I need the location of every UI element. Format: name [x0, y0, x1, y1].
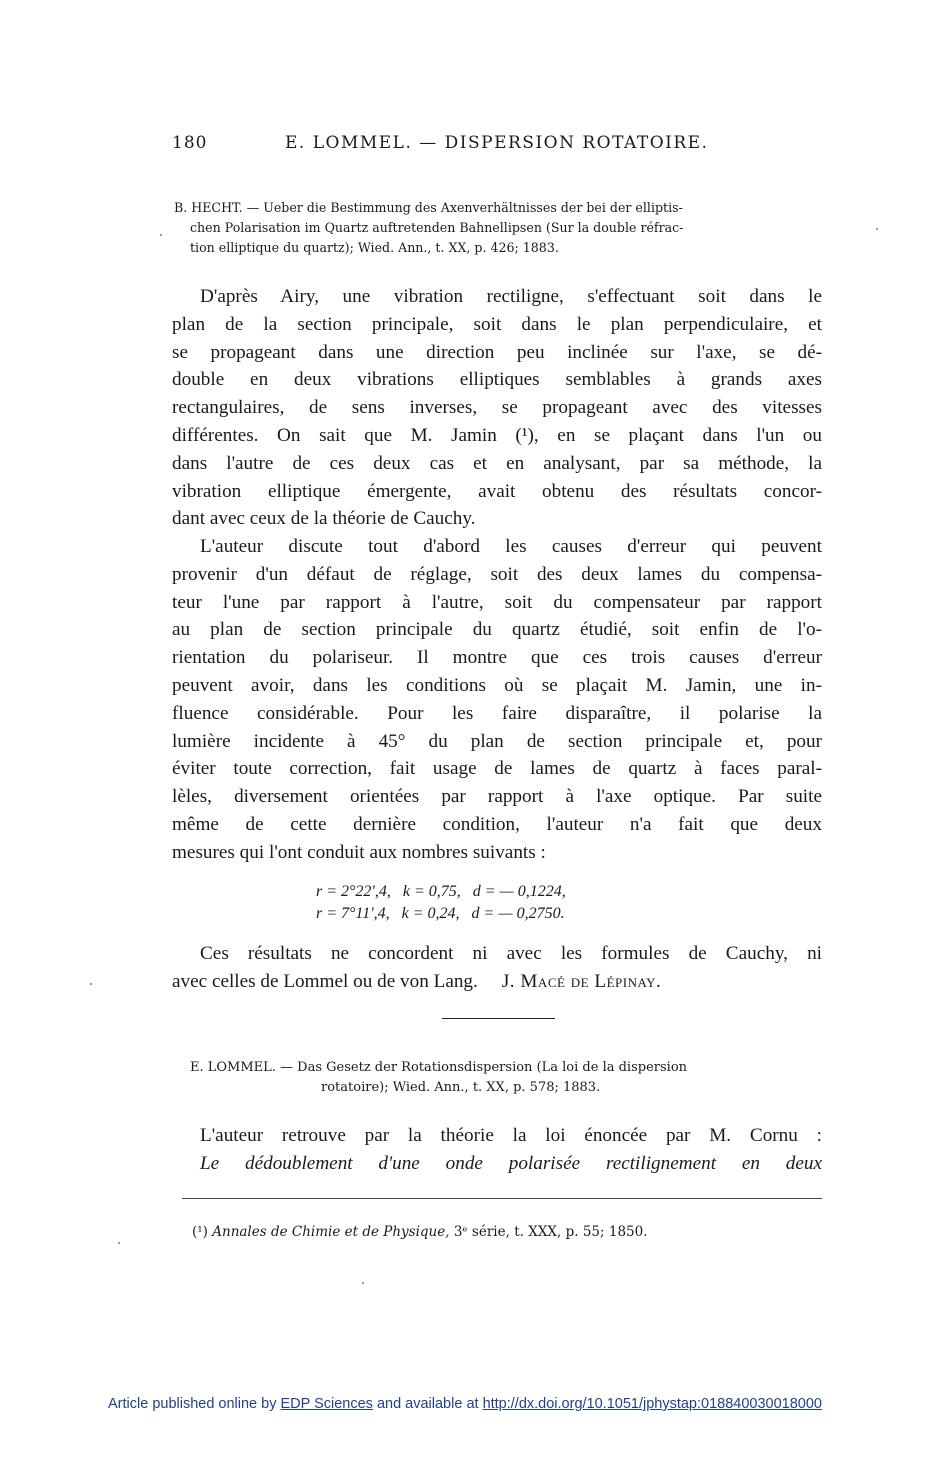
- running-title: E. LOMMEL. — DISPERSION ROTATOIRE.: [285, 133, 709, 153]
- text-line: se propageant dans une direction peu inclinée sur l'axe, se dé-: [172, 341, 822, 363]
- paragraph-results: [172, 940, 822, 996]
- text-line: différentes. On sait que M. Jamin (¹), en se plaçant dans l'un ou: [172, 424, 822, 446]
- text-line: lèles, diversement orientées par rapport à l'axe optique. Par suite: [172, 786, 822, 808]
- scan-speck: [90, 983, 92, 985]
- banner-prefix: Article published online by: [108, 1396, 277, 1412]
- reference-lommel: [190, 1058, 810, 1098]
- text-line: au plan de section principale du quartz étudié, soit enfin de l'o-: [172, 619, 822, 641]
- reference-line: tion elliptique du quartz); Wied. Ann., t. XX, p. 426; 1883.: [190, 240, 559, 255]
- footnote-divider: [182, 1198, 822, 1199]
- reference-line: E. LOMMEL. — Das Gesetz der Rotationsdispersion (La loi de la dispersion: [190, 1060, 688, 1075]
- scan-speck: [160, 234, 162, 236]
- text-line: [172, 968, 822, 996]
- text-line: plan de la section principale, soit dans le plan perpendiculaire, et: [172, 313, 822, 335]
- publisher-link[interactable]: EDP Sciences: [280, 1396, 373, 1412]
- text-line: dans l'autre de ces deux cas et en analysant, par sa méthode, la: [172, 452, 822, 474]
- text-line: éviter toute correction, fait usage de lames de quartz à faces paral-: [172, 758, 822, 780]
- formula-line: r = 2°22',4, k = 0,75, d = — 0,1224,: [316, 883, 566, 900]
- paragraph-airy: [172, 283, 822, 533]
- footnote-marker: (¹): [192, 1224, 208, 1240]
- text-line: peuvent avoir, dans les conditions où se plaçait M. Jamin, une in-: [172, 674, 822, 696]
- paragraph-discussion: [172, 533, 822, 867]
- footnote-details: 3ᵉ série, t. XXX, p. 55; 1850.: [453, 1224, 648, 1240]
- reference-line: B. HECHT. — Ueber die Bestimmung des Axenverhältnisses der bei der elliptis-: [174, 200, 683, 215]
- banner-middle: and available at: [376, 1396, 479, 1412]
- publication-banner: [0, 1396, 930, 1412]
- scan-speck: [118, 1242, 120, 1244]
- text-line: dant avec ceux de la théorie de Cauchy.: [172, 508, 476, 530]
- doi-link[interactable]: http://dx.doi.org/10.1051/jphystap:018840030018000: [482, 1396, 822, 1412]
- footnote-journal: Annales de Chimie et de Physique,: [212, 1224, 450, 1240]
- page-header: [172, 133, 822, 157]
- text-fragment: avec celles de Lommel ou de von Lang.: [172, 970, 478, 992]
- footnote: [192, 1222, 812, 1242]
- reference-hecht: [174, 198, 824, 258]
- text-line: lumière incidente à 45° du plan de section principale et, pour: [172, 730, 822, 752]
- text-line: fluence considérable. Pour les faire disparaître, il polarise la: [172, 702, 822, 724]
- scan-speck: [876, 228, 878, 230]
- text-line: rientation du polariseur. Il montre que ces trois causes d'erreur: [172, 647, 822, 669]
- text-line: vibration elliptique émergente, avait obtenu des résultats concor-: [172, 480, 822, 502]
- reference-line: chen Polarisation im Quartz auftretenden Bahnellipsen (Sur la double réfrac-: [190, 220, 684, 235]
- text-line: L'auteur discute tout d'abord les causes d'erreur qui peuvent: [200, 536, 822, 557]
- page-number: 180: [172, 133, 208, 153]
- reference-line: rotatoire); Wied. Ann., t. XX, p. 578; 1883.: [321, 1080, 601, 1095]
- text-line: L'auteur retrouve par la théorie la loi énoncée par M. Cornu :: [200, 1125, 822, 1146]
- text-line: mesures qui l'ont conduit aux nombres suivants :: [172, 841, 546, 863]
- author-signature: J. Macé de Lépinay.: [501, 970, 662, 992]
- paragraph-cornu: [172, 1122, 822, 1178]
- text-line: teur l'une par rapport à l'autre, soit du compensateur par rapport: [172, 591, 822, 613]
- formula-block: [316, 881, 716, 925]
- text-line-italic: Le dédoublement d'une onde polarisée rectilignement en deux: [200, 1152, 822, 1174]
- formula-line: r = 7°11',4, k = 0,24, d = — 0,2750.: [316, 905, 565, 922]
- text-line: même de cette dernière condition, l'auteur n'a fait que deux: [172, 813, 822, 835]
- text-line: rectangulaires, de sens inverses, se propageant avec des vitesses: [172, 397, 822, 419]
- text-line: Ces résultats ne concordent ni avec les formules de Cauchy, ni: [200, 943, 822, 964]
- scan-speck: [362, 1282, 364, 1284]
- text-line: provenir d'un défaut de réglage, soit des deux lames du compensa-: [172, 563, 822, 585]
- text-line: double en deux vibrations elliptiques semblables à grands axes: [172, 369, 822, 391]
- section-divider: [442, 1018, 555, 1019]
- text-line: D'après Airy, une vibration rectiligne, s'effectuant soit dans le: [200, 286, 822, 307]
